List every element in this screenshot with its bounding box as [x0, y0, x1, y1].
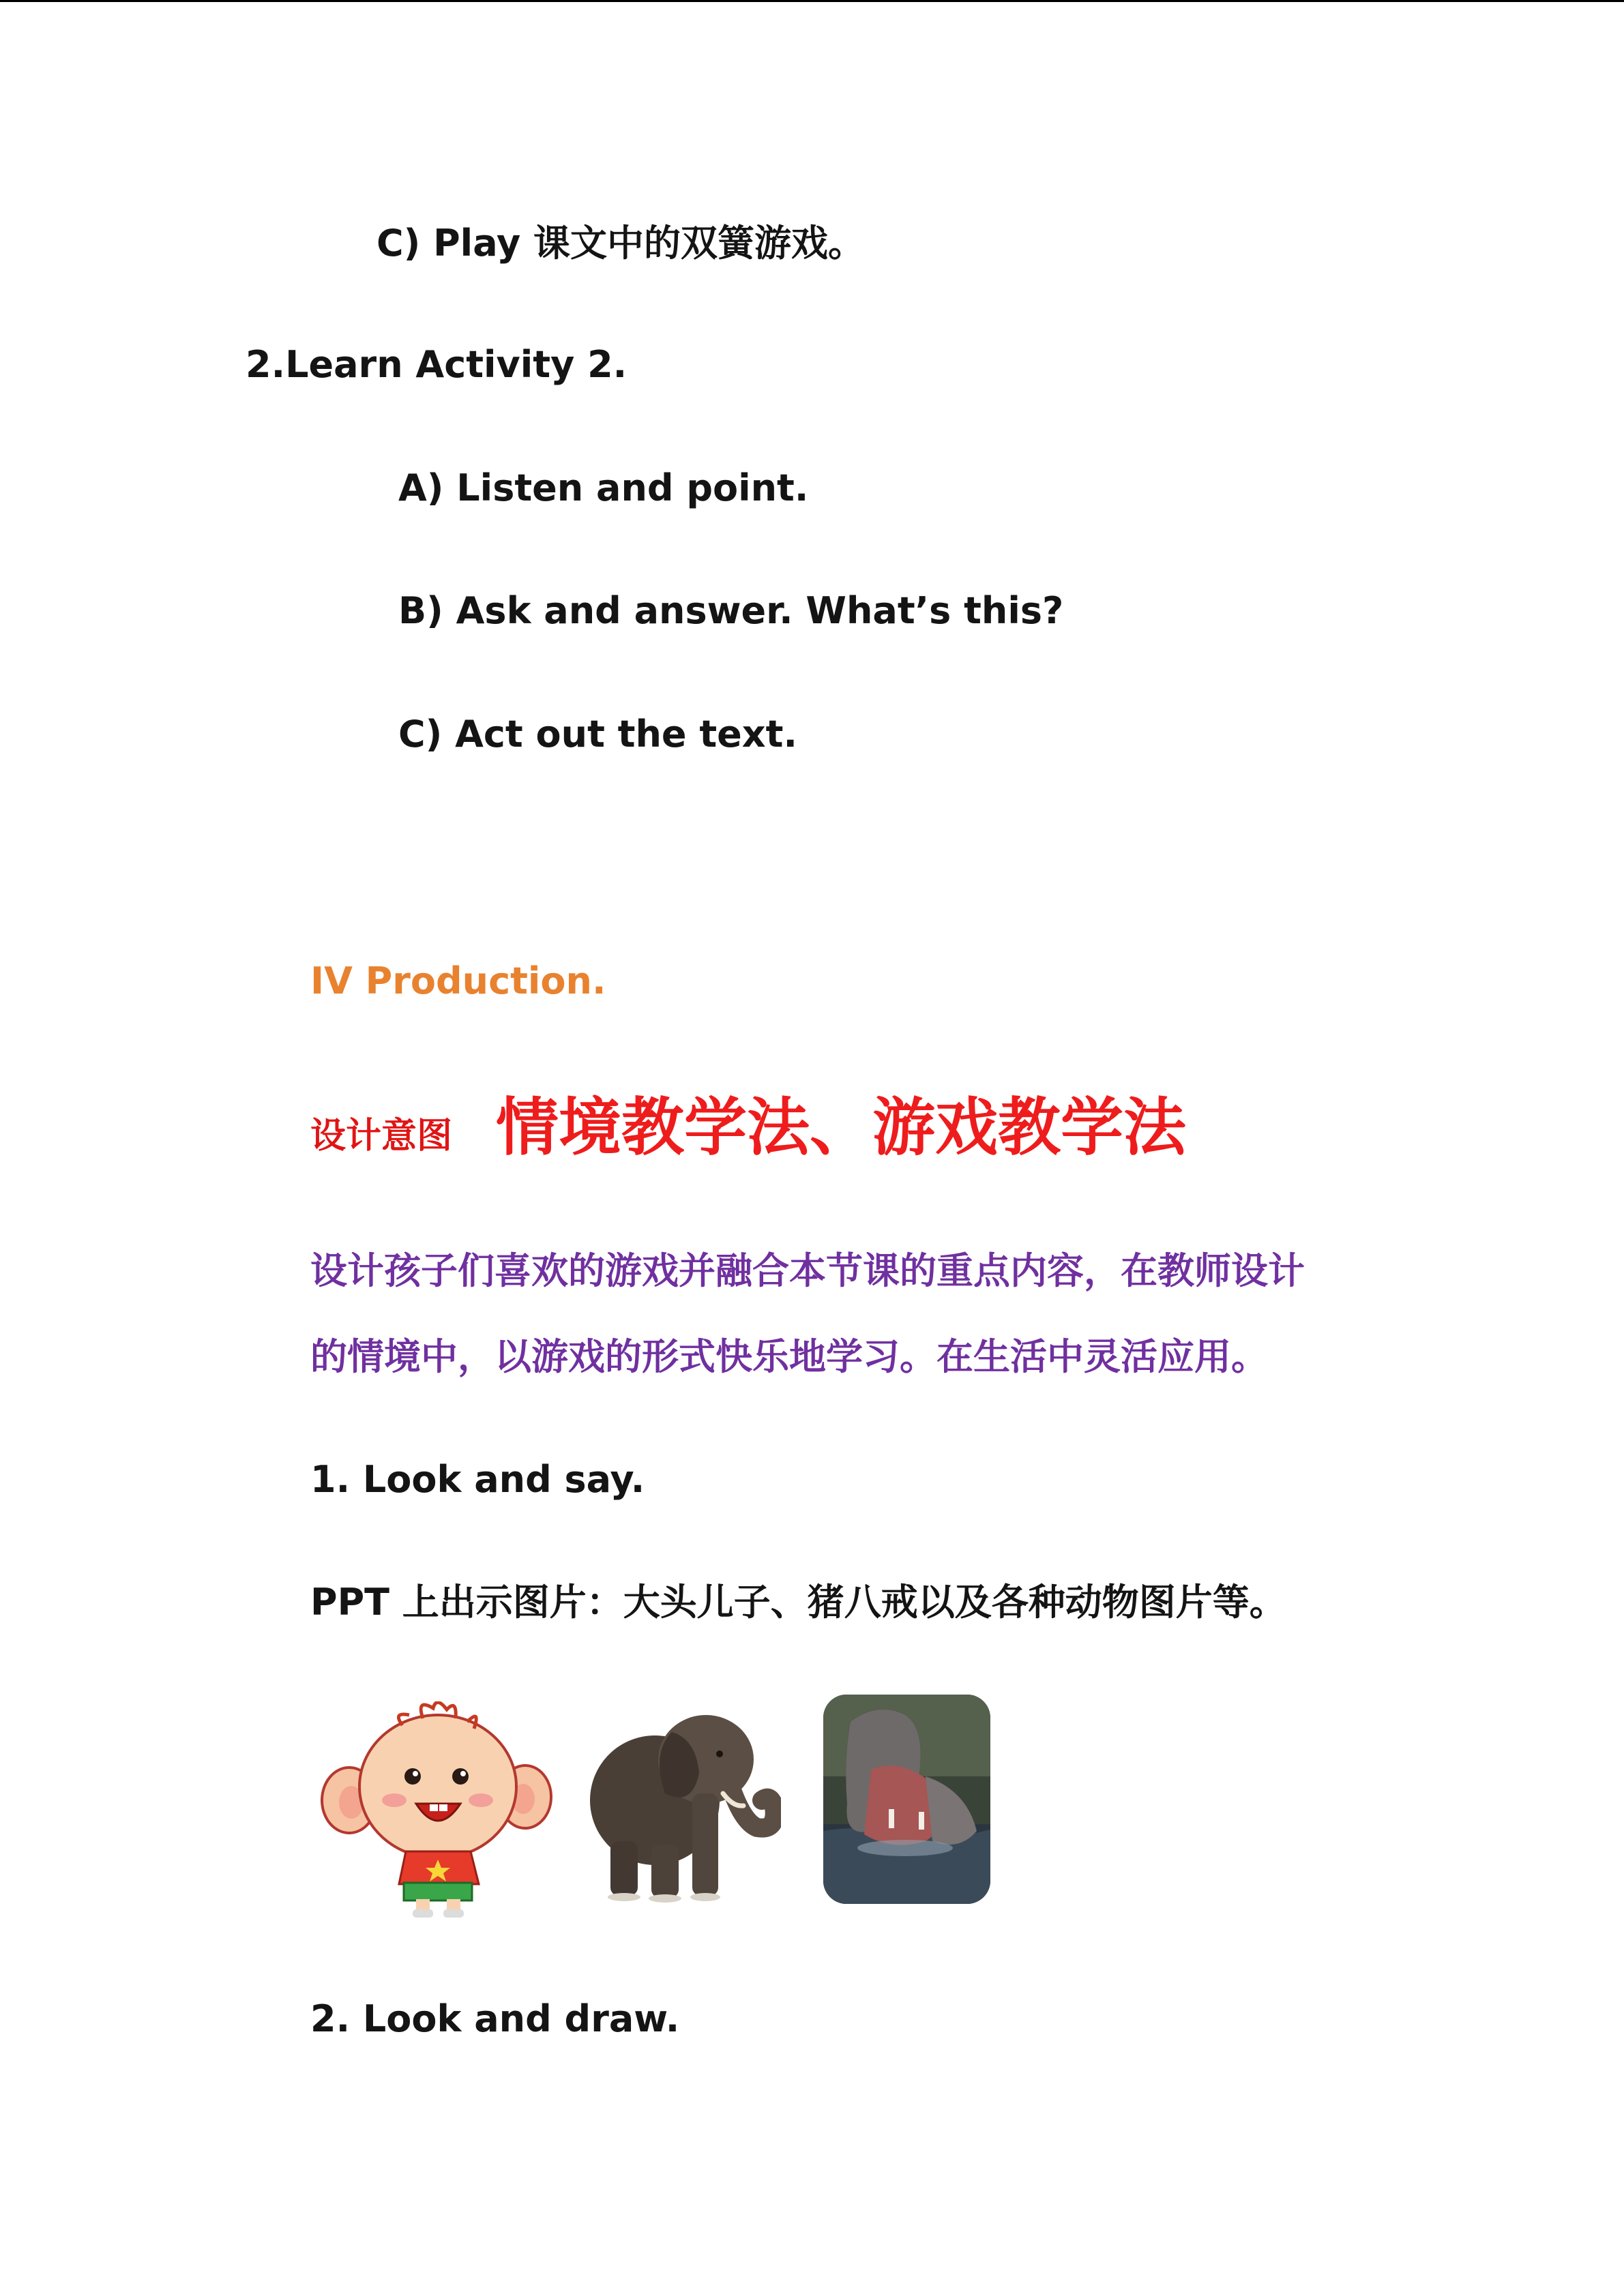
design-description-line-2: 的情境中，以游戏的形式快乐地学习。在生活中灵活应用。: [310, 1335, 1268, 1378]
design-description-line-1: 设计孩子们喜欢的游戏并融合本节课的重点内容，在教师设计: [310, 1249, 1305, 1292]
look-and-draw-heading: 2. Look and draw.: [310, 1997, 680, 2040]
hippo-icon: [823, 1695, 990, 1904]
ppt-pictures-line: PPT 上出示图片：大头儿子、猪八戒以及各种动物图片等。: [310, 1581, 1286, 1624]
cartoon-boy-icon: [321, 1701, 559, 1920]
look-and-say-heading: 1. Look and say.: [310, 1458, 645, 1501]
play-game-line: C) Play 课文中的双簧游戏。: [377, 222, 865, 265]
ask-answer-line: B) Ask and answer. What’s this?: [398, 589, 1064, 632]
design-methods-title: 情境教学法、游戏教学法: [496, 1091, 1187, 1164]
elephant-icon: [583, 1691, 781, 1903]
listen-point-line: A) Listen and point.: [398, 466, 809, 509]
production-heading: IV Production.: [310, 959, 606, 1002]
page-top-border: [0, 0, 1624, 2]
example-pictures: [321, 1701, 1003, 1920]
act-out-line: C) Act out the text.: [398, 713, 797, 756]
learn-activity-2-heading: 2.Learn Activity 2.: [246, 343, 628, 386]
design-intent-label: 设计意图: [310, 1116, 453, 1157]
